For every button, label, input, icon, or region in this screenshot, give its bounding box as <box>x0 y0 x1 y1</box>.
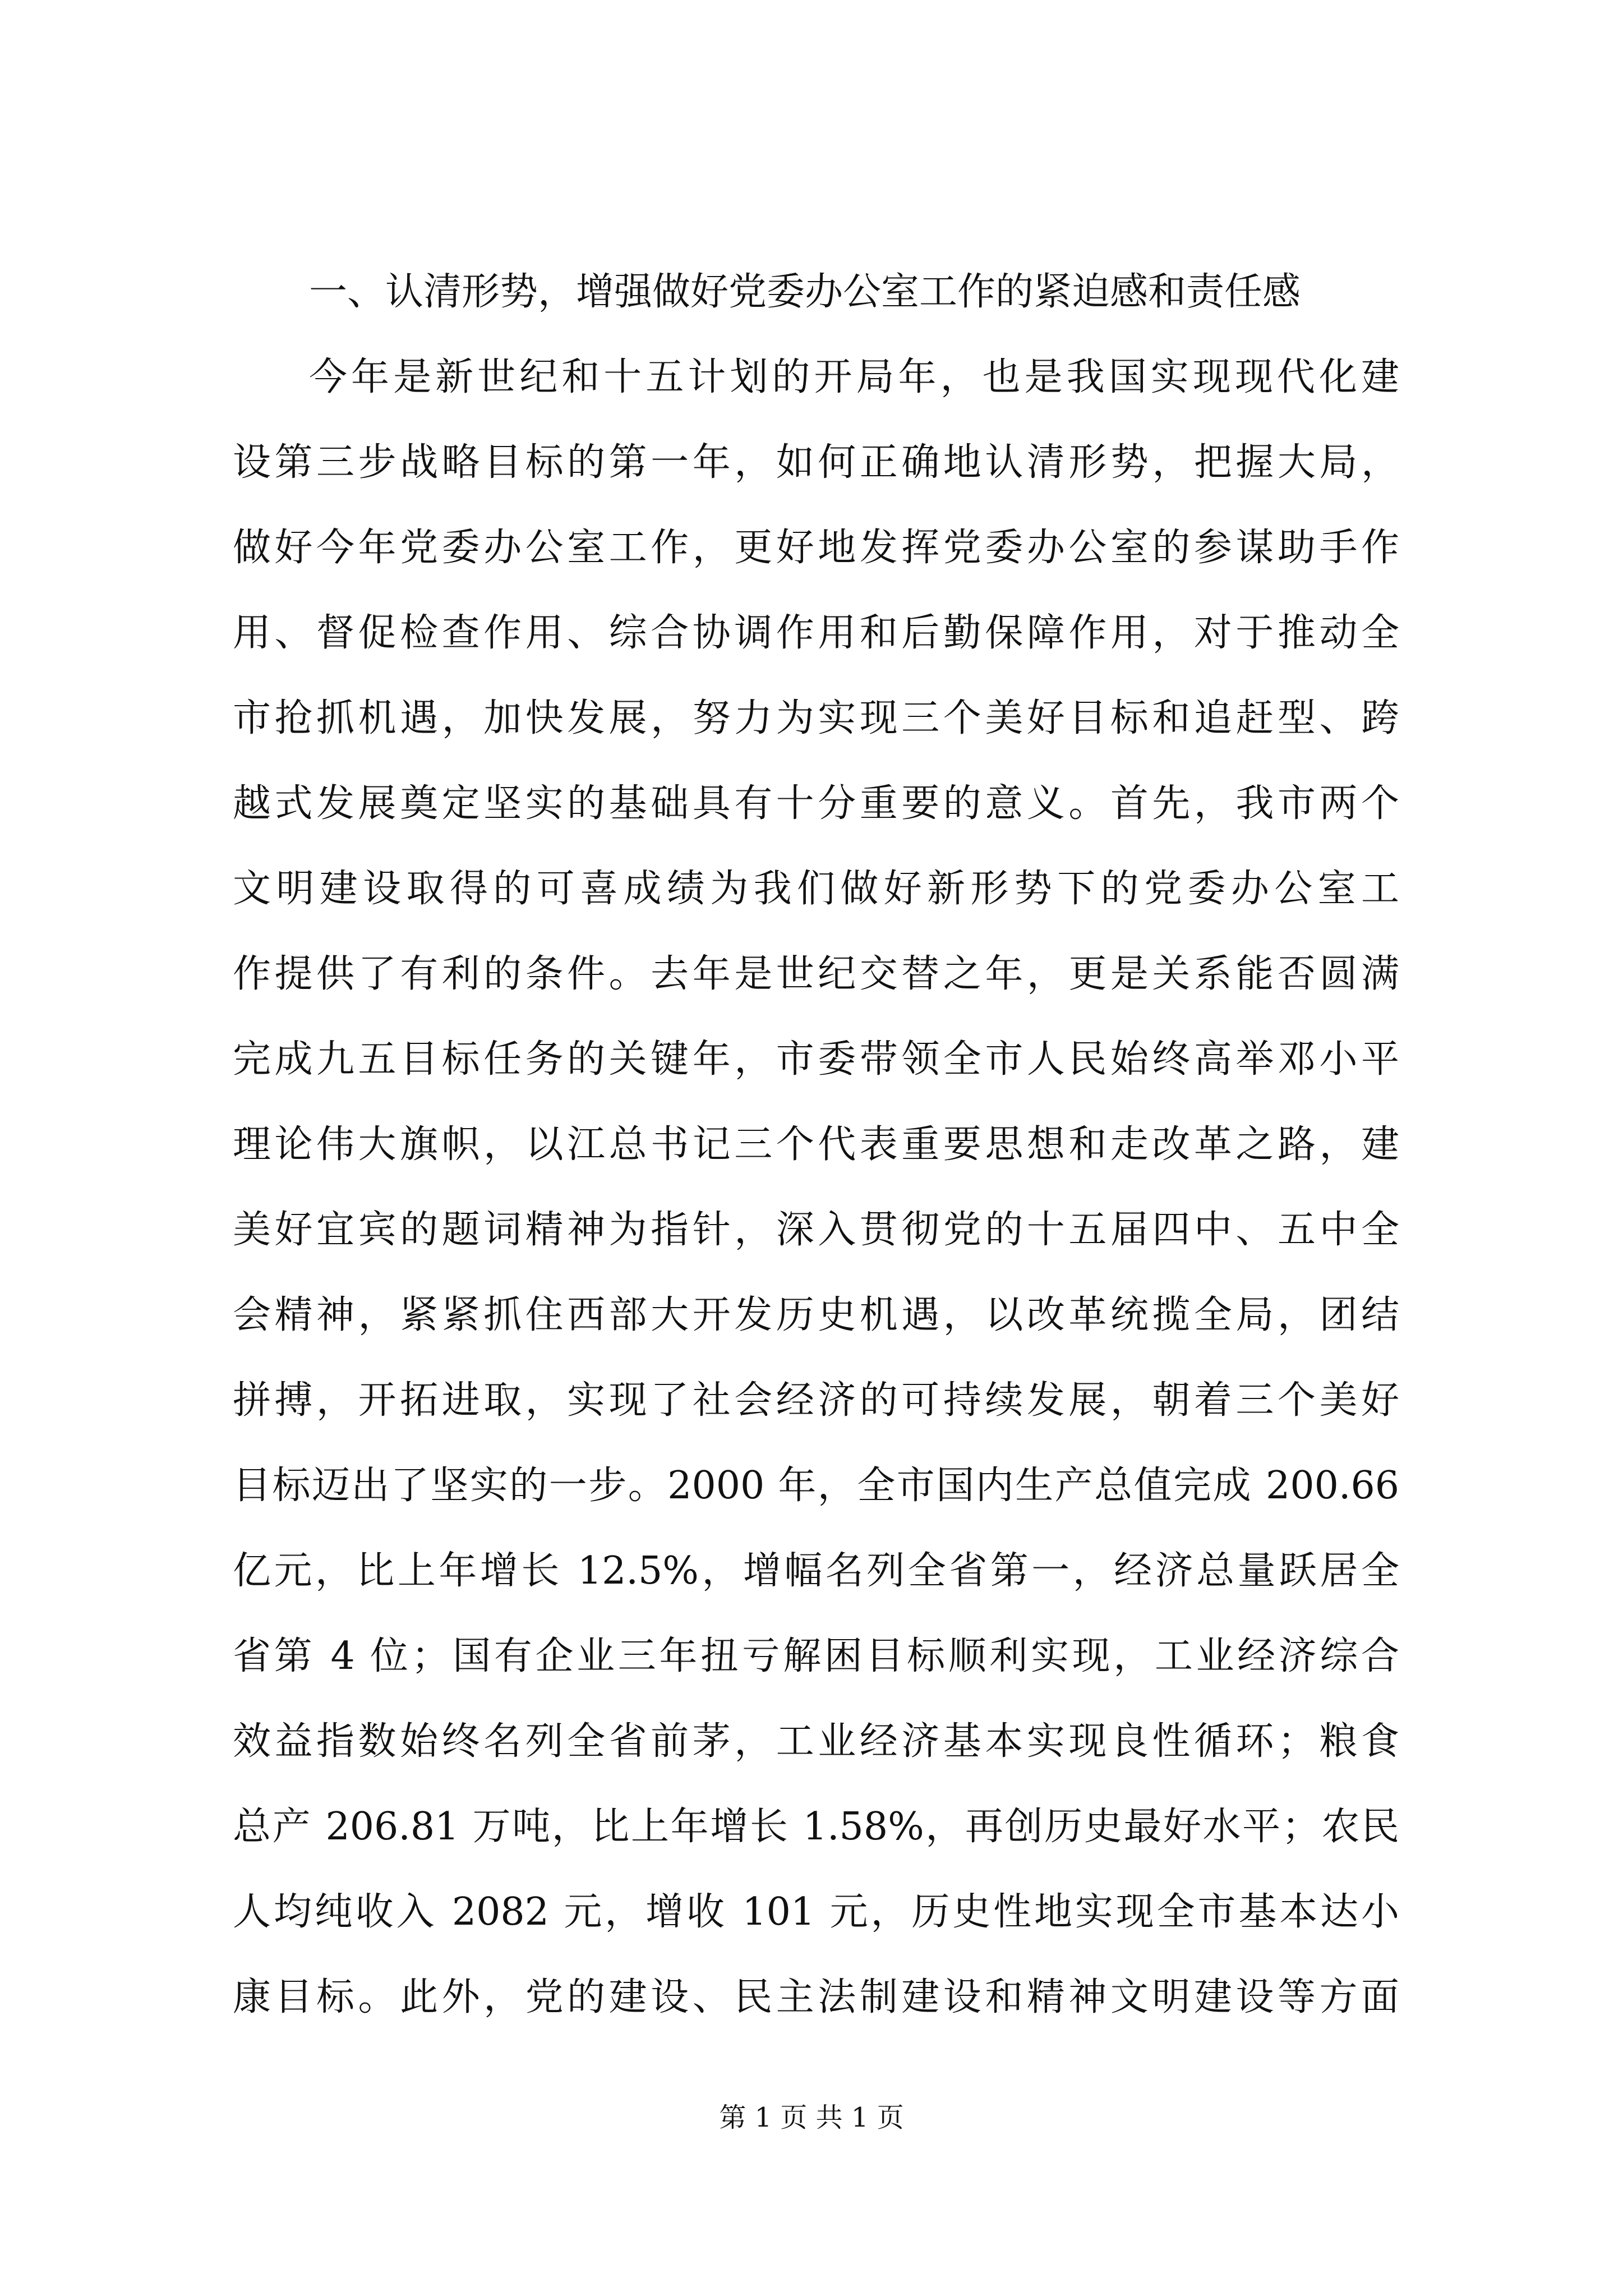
paragraph-line: 文明建设取得的可喜成绩为我们做好新形势下的党委办公室工 <box>233 867 1399 911</box>
paragraph-line: 今年是新世纪和十五计划的开局年，也是我国实现现代化建 <box>309 355 1399 399</box>
page-number-footer: 第 1 页 共 1 页 <box>719 2102 904 2133</box>
paragraph-line: 会精神，紧紧抓住西部大开发历史机遇，以改革统揽全局，团结 <box>233 1293 1399 1337</box>
paragraph-line: 越式发展奠定坚实的基础具有十分重要的意义。首先，我市两个 <box>233 781 1399 826</box>
paragraph-line: 做好今年党委办公室工作，更好地发挥党委办公室的参谋助手作 <box>233 526 1399 570</box>
paragraph-line: 总产 206.81 万吨，比上年增长 1.58%，再创历史最好水平；农民 <box>233 1805 1399 1849</box>
document-body <box>233 250 1399 2040</box>
paragraph-line: 市抢抓机遇，加快发展，努力为实现三个美好目标和追赶型、跨 <box>233 696 1399 740</box>
paragraph-line: 作提供了有利的条件。去年是世纪交替之年，更是关系能否圆满 <box>233 952 1399 996</box>
paragraph-line: 用、督促检查作用、综合协调作用和后勤保障作用，对于推动全 <box>233 611 1399 655</box>
paragraph-line: 美好宜宾的题词精神为指针，深入贯彻党的十五届四中、五中全 <box>233 1208 1399 1252</box>
paragraph-line: 人均纯收入 2082 元，增收 101 元，历史性地实现全市基本达小 <box>233 1890 1399 1934</box>
paragraph-line: 完成九五目标任务的关键年，市委带领全市人民始终高举邓小平 <box>233 1037 1399 1082</box>
paragraph-line: 亿元，比上年增长 12.5%，增幅名列全省第一，经济总量跃居全 <box>233 1549 1399 1593</box>
paragraph-line: 效益指数始终名列全省前茅，工业经济基本实现良性循环；粮食 <box>233 1719 1399 1764</box>
paragraph-line: 拼搏，开拓进取，实现了社会经济的可持续发展，朝着三个美好 <box>233 1378 1399 1423</box>
paragraph-line: 省第 4 位；国有企业三年扭亏解困目标顺利实现，工业经济综合 <box>233 1634 1399 1678</box>
section-heading: 一、认清形势，增强做好党委办公室工作的紧迫感和责任感 <box>309 270 1301 314</box>
paragraph-line: 目标迈出了坚实的一步。2000 年，全市国内生产总值完成 200.66 <box>233 1464 1399 1508</box>
paragraph-line: 理论伟大旗帜，以江总书记三个代表重要思想和走改革之路，建 <box>233 1122 1399 1167</box>
paragraph-line: 康目标。此外，党的建设、民主法制建设和精神文明建设等方面 <box>233 1975 1399 2019</box>
paragraph-line: 设第三步战略目标的第一年，如何正确地认清形势，把握大局， <box>233 440 1399 485</box>
